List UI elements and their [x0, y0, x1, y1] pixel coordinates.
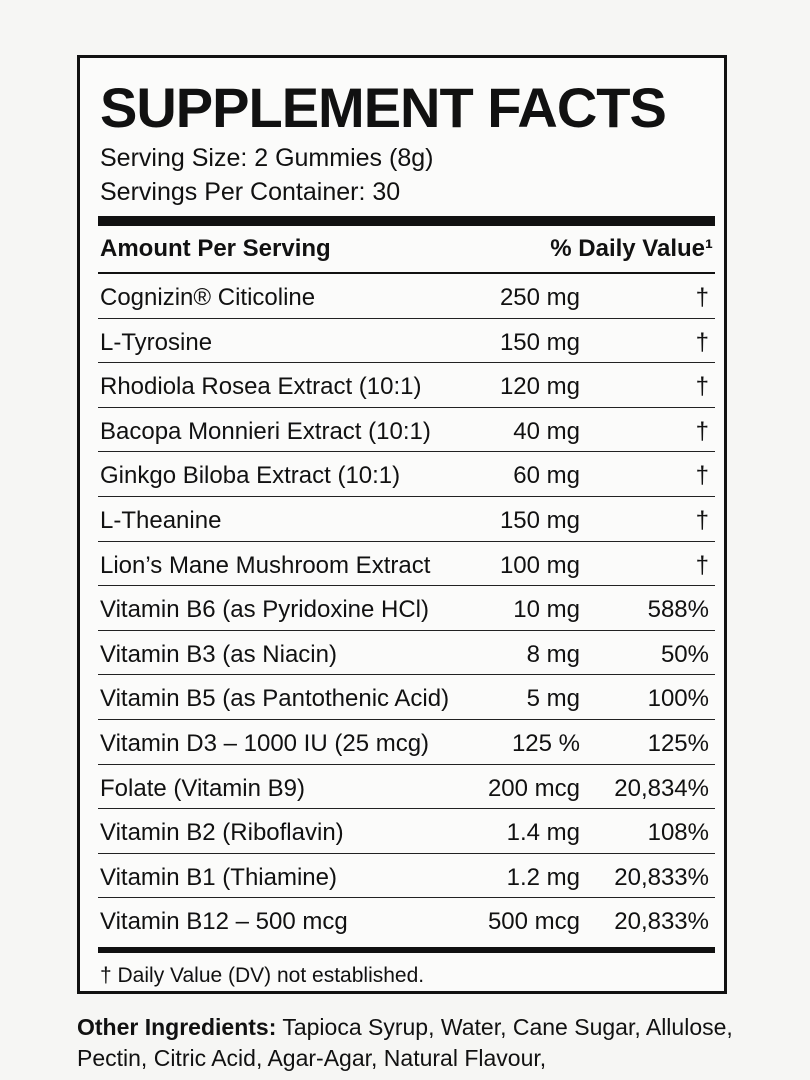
ingredient-dv: 20,833%	[614, 863, 709, 891]
ingredient-amount: 1.2 mg	[506, 863, 580, 891]
ingredient-name: Vitamin B1 (Thiamine)	[100, 863, 337, 891]
table-row	[98, 586, 715, 631]
ingredient-amount: 150 mg	[499, 506, 580, 534]
ingredient-dv: 50%	[660, 640, 709, 668]
ingredient-name: L-Theanine	[100, 506, 222, 534]
ingredient-name: Vitamin B5 (as Pantothenic Acid)	[100, 685, 450, 713]
other-ingredients-text: Tapioca Syrup, Water, Cane Sugar, Allulose, Pectin, Citric Acid, Agar-Agar, Natural Flavour,	[77, 1014, 733, 1071]
ingredient-amount: 40 mg	[513, 417, 580, 445]
ingredient-dv: 100%	[647, 685, 709, 713]
ingredient-dv: 108%	[647, 819, 709, 847]
ingredient-name: Folate (Vitamin B9)	[100, 774, 305, 802]
ingredient-dv: †	[695, 373, 709, 401]
table-row	[98, 363, 715, 408]
top-divider	[98, 216, 715, 226]
ingredient-name: Ginkgo Biloba Extract (10:1)	[100, 462, 401, 490]
ingredient-name: L-Tyrosine	[100, 328, 213, 356]
ingredient-amount: 60 mg	[513, 462, 580, 490]
table-row	[98, 675, 715, 720]
ingredient-dv: 125%	[647, 729, 709, 757]
panel-title: SUPPLEMENT FACTS	[100, 76, 666, 139]
footnote: † Daily Value (DV) not established.	[100, 964, 425, 987]
servings-per-container: Servings Per Container: 30	[100, 178, 401, 206]
table-row	[98, 408, 715, 453]
ingredient-dv: †	[695, 417, 709, 445]
header-amount-per-serving: Amount Per Serving	[100, 235, 331, 262]
table-row	[98, 542, 715, 587]
ingredient-amount: 125 %	[511, 729, 580, 757]
ingredient-dv: †	[695, 328, 709, 356]
table-row	[98, 497, 715, 542]
bottom-divider	[98, 947, 715, 953]
ingredient-dv: 20,833%	[614, 908, 709, 936]
ingredient-name: Cognizin® Citicoline	[100, 284, 316, 311]
table-row	[98, 809, 715, 854]
header-daily-value: % Daily Value¹	[550, 235, 713, 262]
table-header	[100, 235, 713, 269]
ingredient-name: Bacopa Monnieri Extract (10:1)	[100, 417, 431, 445]
ingredient-name: Vitamin B12 – 500 mcg	[100, 908, 348, 936]
table-row	[98, 898, 715, 943]
table-row	[98, 720, 715, 765]
ingredient-dv: 20,834%	[614, 774, 709, 802]
ingredient-dv: †	[695, 506, 709, 534]
ingredient-amount: 1.4 mg	[506, 819, 580, 847]
ingredient-name: Vitamin D3 – 1000 IU (25 mcg)	[100, 729, 430, 757]
ingredient-amount: 5 mg	[526, 685, 580, 713]
ingredient-name: Lion’s Mane Mushroom Extract	[100, 551, 431, 579]
ingredient-amount: 250 mg	[499, 284, 580, 311]
ingredient-table	[98, 274, 715, 943]
ingredient-amount: 100 mg	[499, 551, 580, 579]
table-row	[98, 452, 715, 497]
ingredient-dv: †	[695, 551, 709, 579]
serving-size: Serving Size: 2 Gummies (8g)	[100, 144, 434, 172]
ingredient-amount: 500 mcg	[487, 908, 580, 936]
other-ingredients-label: Other Ingredients:	[77, 1014, 277, 1040]
table-row	[98, 319, 715, 364]
ingredient-amount: 150 mg	[499, 328, 580, 356]
table-row	[98, 854, 715, 899]
table-row	[98, 765, 715, 810]
ingredient-amount: 120 mg	[499, 373, 580, 401]
ingredient-dv: †	[695, 284, 709, 311]
ingredient-name: Vitamin B6 (as Pyridoxine HCl)	[100, 596, 430, 624]
ingredient-name: Rhodiola Rosea Extract (10:1)	[100, 373, 422, 401]
table-row	[98, 274, 715, 319]
supplement-facts-panel	[77, 55, 727, 994]
ingredient-dv: †	[695, 462, 709, 490]
ingredient-name: Vitamin B2 (Riboflavin)	[100, 819, 344, 847]
ingredient-amount: 10 mg	[513, 596, 580, 624]
ingredient-name: Vitamin B3 (as Niacin)	[100, 640, 337, 668]
ingredient-amount: 200 mcg	[487, 774, 580, 802]
ingredient-dv: 588%	[647, 596, 709, 624]
table-row	[98, 631, 715, 676]
other-ingredients	[77, 1012, 757, 1074]
ingredient-amount: 8 mg	[526, 640, 580, 668]
